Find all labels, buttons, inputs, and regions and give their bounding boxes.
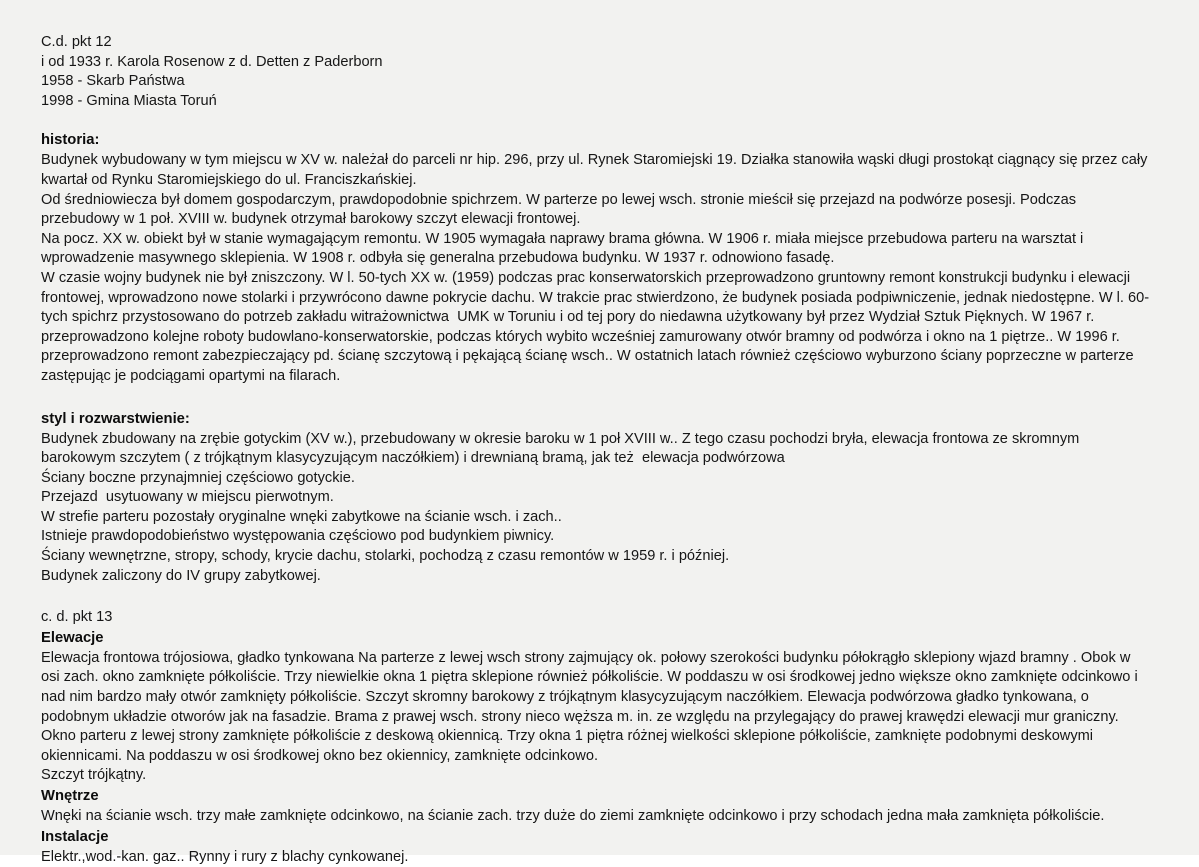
top-line-2: i od 1933 r. Karola Rosenow z d. Detten z Paderborn — [41, 53, 383, 70]
section-styl-paragraph-3: Przejazd usytuowany w miejscu pierwotnym. — [41, 489, 334, 506]
section-styl-heading: styl i rozwarstwienie: — [41, 410, 190, 427]
section-styl — [41, 409, 1151, 587]
bottom-intro: c. d. pkt 13 — [41, 609, 113, 626]
subsection-wnetrze-heading: Wnętrze — [41, 788, 99, 804]
subsection-instalacje-heading: Instalacje — [41, 828, 109, 845]
section-styl-paragraph-5: Istnieje prawdopodobieństwo występowania częściowo pod budynkiem piwnicy. — [41, 528, 555, 545]
section-styl-paragraph-7: Budynek zaliczony do IV grupy zabytkowej. — [41, 567, 321, 584]
top-line-4: 1998 - Gmina Miasta Toruń — [41, 92, 217, 109]
document-content — [41, 33, 1151, 867]
bottom-block — [41, 608, 1151, 867]
subsection-wnetrze-paragraph-1: Wnęki na ścianie wsch. trzy małe zamknięte odcinkowo, na ścianie zach. trzy duże do ziemi zamknięte odcinkowo i przy schodach jedna mała zamknięta półkoliście. — [41, 808, 1105, 824]
subsection-elewacje-paragraph-1: Elewacja frontowa trójosiowa, gładko tynkowana Na parterze z lewej wsch strony zajmujący ok. połowy szerokości budynku półokrągło sklepiony wjazd bramny . Obok w osi zach. okno zamknięte półkoliście. Trzy niewielkie okna 1 piętra sklepione również półkoliście. W poddaszu w osi środkowej jedno większe okno zamknięte odcinkowo i nad nim bardzo mały otwór zamknięty półkoliście. Szczyt skromny barokowy z trójkątnym klasycyzującym naczółkiem. Elewacja podwórzowa gładko tynkowana, o podobnym układzie otworów jak na fasadzie. Brama z prawej wsch. strony nieco węższa m. in. ze względu na przylegający do prawej krawędzi elewacji mur graniczny. Okno parteru z lewej strony zamknięte półkoliście z deskową okiennicą. Trzy okna 1 piętra różnej wielkości sklepione półkoliście, zamknięte podobnymi deskowymi okiennicami. Na poddaszu w osi środkowej okno bez okiennicy, zamknięte odcinkowo. — [41, 649, 1142, 764]
section-historia-paragraph-3: Na pocz. XX w. obiekt był w stanie wymagającym remontu. W 1905 wymagała naprawy brama główna. W 1906 r. miała miejsce przebudowa parteru na warsztat i wprowadzenie masywnego sklepienia. W 1908 r. odbyła się generalna przebudowa budynku. W 1937 r. odnowiono fasadę. — [41, 230, 1088, 267]
subsection-elewacje-heading: Elewacje — [41, 629, 104, 646]
subsection-instalacje-paragraph-1: Elektr.,wod.-kan. gaz.. Rynny i rury z blachy cynkowanej. — [41, 848, 409, 865]
spacer-3 — [41, 586, 1151, 608]
spacer-1 — [41, 111, 1151, 130]
top-block — [41, 33, 1151, 111]
top-line-3: 1958 - Skarb Państwa — [41, 73, 185, 90]
section-styl-paragraph-4: W strefie parteru pozostały oryginalne wnęki zabytkowe na ścianie wsch. i zach.. — [41, 508, 562, 525]
section-historia-paragraph-2: Od średniowiecza był domem gospodarczym, prawdopodobnie spichrzem. W parterze po lewej wsch. stronie mieścił się przejazd na podwórze posesji. Podczas przebudowy w 1 poł. XVIII w. budynek otrzymał barokowy szczyt elewacji frontowej. — [41, 191, 1081, 228]
section-historia-heading: historia: — [41, 132, 100, 149]
section-historia-paragraph-1: Budynek wybudowany w tym miejscu w XV w. należał do parceli nr hip. 296, przy ul. Rynek Staromiejski 19. Działka stanowiła wąski długi prostokąt ciągnący się przez cały kwartał od Rynku Staromiejskiego do ul. Franciszkańskiej. — [41, 152, 1152, 188]
section-historia — [41, 130, 1151, 386]
section-styl-paragraph-6: Ściany wewnętrzne, stropy, schody, krycie dachu, stolarki, pochodzą z czasu remontów w 1959 r. i później. — [41, 548, 730, 565]
subsection-elewacje-paragraph-2: Szczyt trójkątny. — [41, 767, 147, 784]
section-styl-paragraph-1: Budynek zbudowany na zrębie gotyckim (XV w.), przebudowany w okresie baroku w 1 poł XVIII w.. Z tego czasu pochodzi bryła, elewacja frontowa ze skromnym barokowym szczytem ( z trójkątnym klasycyzującym naczółkiem) i drewnianą bramą, jak też elewacja podwórzowa — [41, 430, 1084, 467]
section-styl-paragraph-2: Ściany boczne przynajmniej częściowo gotyckie. — [41, 469, 355, 486]
top-line-1: C.d. pkt 12 — [41, 34, 112, 50]
section-historia-paragraph-4: W czasie wojny budynek nie był zniszczony. W l. 50-tych XX w. (1959) podczas prac konserwatorskich przeprowadzono gruntowny remont konstrukcji budynku i elewacji frontowej, wprowadzono nowe stolarki i przywrócono dawne pokrycie dachu. W trakcie prac stwierdzono, że budynek posiada podpiwniczenie, jednak niedostępne. W l. 60-tych spichrz przystosowano do potrzeb zakładu witrażownictwa UMK w Toruniu i od tej pory do niedawna użytkowany był przez Wydział Sztuk Pięknych. W 1967 r. przeprowadzono kolejne roboty budowlano-konserwatorskie, podczas których wybito wcześniej zamurowany otwór bramny od podwórza i okno na 1 piętrze.. W 1996 r. przeprowadzono remont zabezpieczający pd. ścianę szczytową i pękającą ścianę wsch.. W ostatnich latach również częściowo wyburzono ściany poprzeczne w parterze zastępując je podciągami opartymi na filarach. — [41, 269, 1150, 384]
spacer-2 — [41, 387, 1151, 409]
